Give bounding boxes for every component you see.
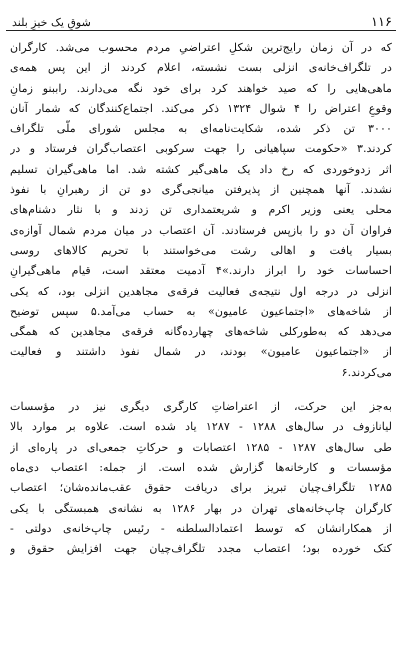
text-line: کتک خورده بود؛ اعتصاب مجدد تلگراف‌چیان جهت افزایش حقوق و <box>10 542 392 556</box>
text-line: کارگران چاپ‌خانه‌های تهران در بهار ۱۲۸۶ به نشانه‌ی همبستگی با یکی <box>10 501 392 515</box>
paragraph-gap <box>10 383 392 397</box>
page-header <box>12 8 392 30</box>
text-line: از همکارانشان که توسط اعتمادالسلطنه - رئیس چاپ‌خانه‌ی دولتی - <box>10 521 392 535</box>
text-line: لیانازوف در سال‌های ۱۲۸۸ - ۱۲۸۷ یاد شده است. علاوه بر موارد بالا <box>10 420 392 434</box>
text-line: احساسات خود را ابراز دارند.»۴ آدمیت معتقد است، قیام ماهی‌گیرانِ <box>10 264 392 278</box>
text-line: در تلگراف‌خانه‌ی انزلی بست نشسته، اعلام کردند از این پس همه‌ی <box>10 61 392 75</box>
text-line: فراوان آن دو را بازپس فرستادند. آن اعتصاب در میان مردم شمال آوازه‌ی <box>10 223 392 237</box>
text-line: که در آن زمان رایج‌ترین شکلِ اعتراضیِ مردم محسوب می‌شد. کارگران <box>10 41 392 54</box>
body-text <box>10 38 392 559</box>
text-line: اثر زدوخوردی که رخ داد یک ماهی‌گیر کشته شد. اما ماهی‌گیران تسلیم <box>10 162 392 176</box>
text-line: کردند.۳ «حکومت سپاهیانی را جهت سرکوبی اعتصاب‌گران فرستاد و در <box>10 142 392 156</box>
text-line: می‌دهد که به‌طورکلی شاخه‌های چهارده‌گانه فرقه‌ی مجاهدین که همگی <box>10 325 392 339</box>
text-line: به‌جز این حرکت، از اعتراضاتِ کارگری دیگری نیز در مؤسسات <box>10 400 392 414</box>
text-line: بسیار یافت و اهالی رشت می‌خواستند با تحریم کالاهای روسی <box>10 243 392 257</box>
text-line: ۱۲۸۵ تلگراف‌چیان تبریز برای دریافت حقوق عقب‌مانده‌شان؛ اعتصاب <box>10 481 392 495</box>
text-line: می‌کردند.۶ <box>341 365 392 379</box>
text-line: مؤسسات و کارخانه‌ها گزارش شده است. از جمله: اعتصاب دی‌ماه <box>10 460 392 474</box>
text-line: طی سال‌های ۱۲۸۷ - ۱۲۸۵ اعتصابات و حرکاتِ جمعی‌ای در پاره‌ای از <box>10 440 392 454</box>
text-line: انزلی در درجه اول نتیجه‌ی فعالیت فرقه‌ی مجاهدین انزلی بود، که یکی <box>10 284 392 298</box>
text-line: از «اجتماعیون عامیون» بودند، در شمال نفوذ داشتند و فعالیت <box>10 345 392 359</box>
running-title: شوقِ یک خیزِ بلند <box>12 16 91 29</box>
text-line: نشدند. آنها همچنین از پذیرفتن میانجی‌گری دو تن از رهبرانِ با نفوذ <box>10 183 392 197</box>
paragraph-2 <box>10 397 392 559</box>
text-line: از شاخه‌های «اجتماعیون عامیون» به حساب می‌آمد.۵ سپس توضیح <box>10 304 392 318</box>
text-line: ۳۰۰۰ تن ذکر شده، شکایت‌نامه‌ای به مجلس شورای ملّی تلگراف <box>10 122 392 136</box>
paragraph-1 <box>10 38 392 383</box>
header-rule <box>6 30 396 31</box>
page-number: ۱۱۶ <box>371 15 392 30</box>
text-line: محلی یعنی وزیر اکرم و شریعتمداری تن زدند و با نثار دشنام‌های <box>10 203 392 217</box>
text-line: وقوعِ اعتراض را ۴ شوال ۱۳۲۴ ذکر می‌کند. اجتماع‌کنندگان که شمار آنان <box>10 101 392 115</box>
text-line: ماهی‌هایی را که صید خواهند کرد برای خود نگه می‌دارند. راببنو زمانِ <box>10 81 392 95</box>
